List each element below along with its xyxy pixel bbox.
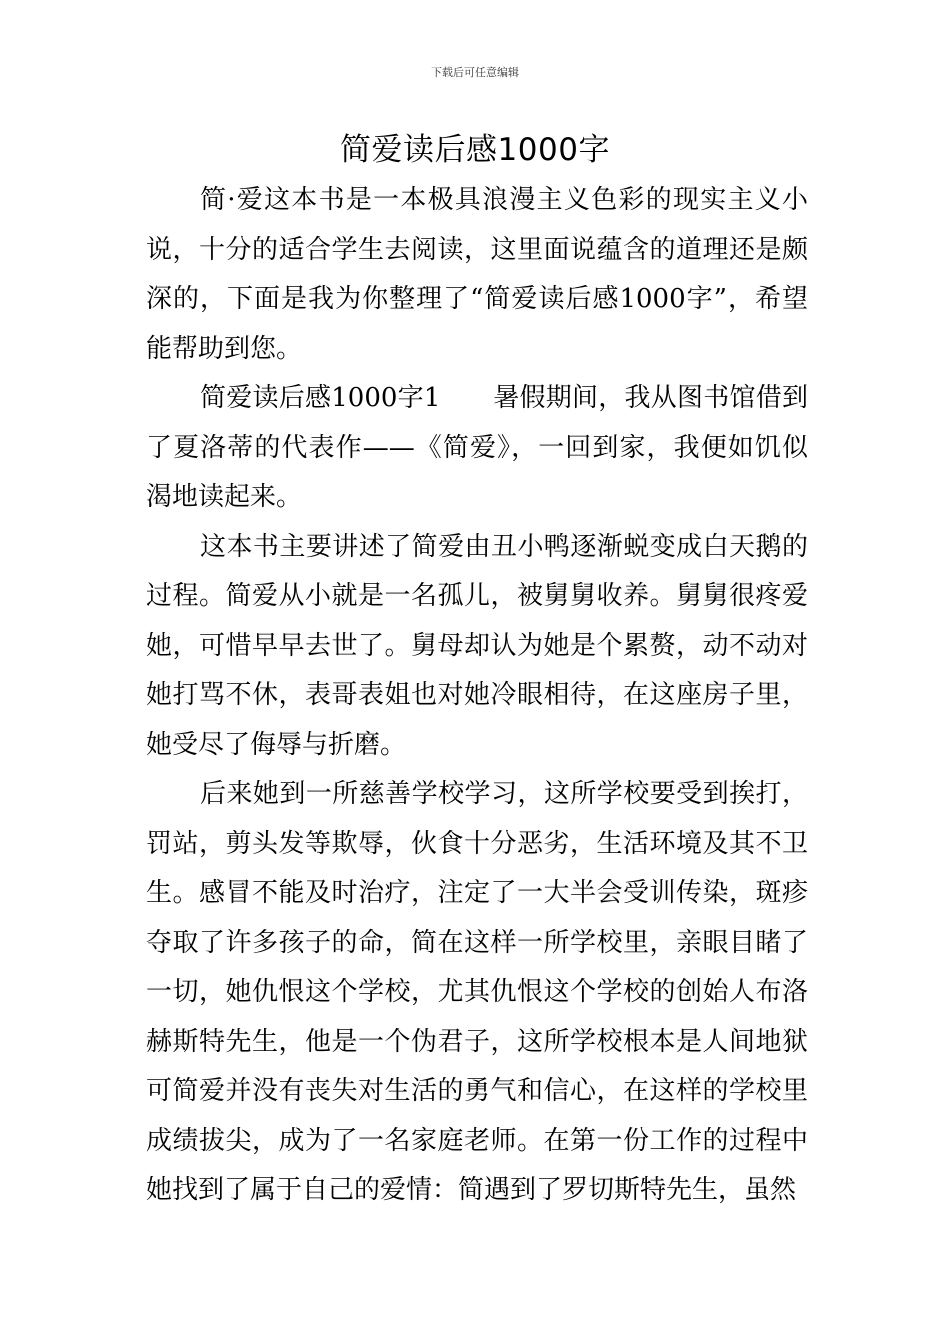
page-header-note: 下载后可任意编辑 [431, 66, 519, 79]
paragraph-3: 后来她到一所慈善学校学习，这所学校要受到挨打，罚站，剪头发等欺辱，伙食十分恶劣，生活环境及其不卫生。感冒不能及时治疗，注定了一大半会受训传染，斑疹夺取了许多孩子的命，简在这样一所学校里，亲眼目睹了一切，她仇恨这个学校，尤其仇恨这个学校的创始人布洛赫斯特先生，他是一个伪君子，这所学校根本是人间地狱可简爱并没有丧失对生活的勇气和信心，在这样的学校里成绩拔尖，成为了一名家庭老师。在第一份工作的过程中她找到了属于自己的爱情：简遇到了罗切斯特先生，虽然 [146, 779, 808, 1205]
paragraph-intro: 简·爱这本书是一本极具浪漫主义色彩的现实主义小说，十分的适合学生去阅读，这里面说蕴含的道理还是颇深的，下面是我为你整理了“简爱读后感1000字”，希望能帮助到您。 [146, 185, 808, 364]
paragraph-2: 这本书主要讲述了简爱由丑小鸭逐渐蜕变成白天鹅的过程。简爱从小就是一名孤儿，被舅舅收养。舅舅很疼爱她，可惜早早去世了。舅母却认为她是个累赘，动不动对她打骂不休，表哥表姐也对她冷眼相待，在这座房子里，她受尽了侮辱与折磨。 [146, 531, 808, 760]
document-title: 简爱读后感1000字 [340, 132, 610, 168]
paragraph-1: 简爱读后感1000字1 暑假期间，我从图书馆借到了夏洛蒂的代表作——《简爱》，一回到家，我便如饥似渴地读起来。 [146, 383, 808, 512]
document-body [146, 176, 808, 1216]
